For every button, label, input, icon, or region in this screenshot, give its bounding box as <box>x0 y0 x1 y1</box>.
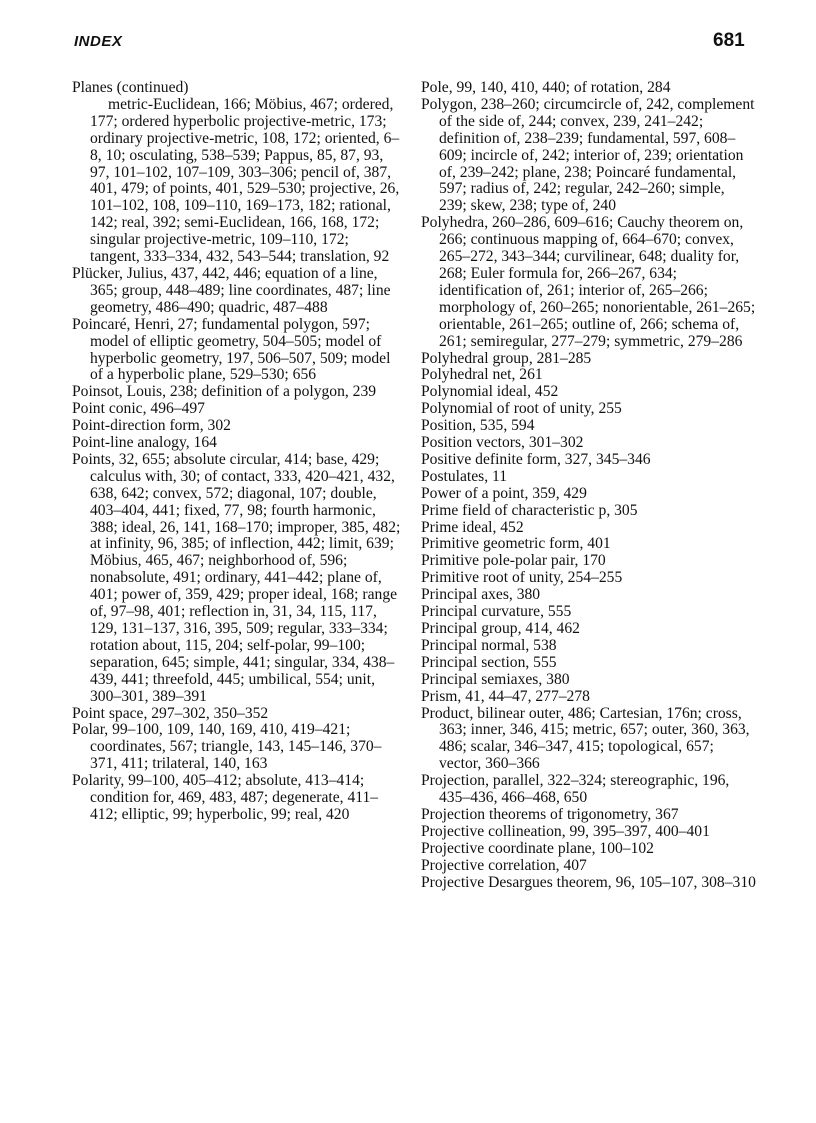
index-column-right <box>421 80 756 892</box>
page-number: 681 <box>713 30 745 51</box>
index-entry: Product, bilinear outer, 486; Cartesian, 176n; cross, 363; inner, 346, 415; metric, 657; outer, 360, 363, 486; scalar, 346–347, 415; topological, 657; vector, 360–366 <box>421 704 750 773</box>
index-entry: Principal normal, 538 <box>421 636 557 654</box>
index-entry: Projective Desargues theorem, 96, 105–107, 308–310 <box>421 873 756 891</box>
index-entry: Planes (continued) metric-Euclidean, 166; Möbius, 467; ordered, 177; ordered hyperbolic projective-metric, 173; ordinary projective-metric, 108, 172; oriented, 6–8, 10; osculating, 538–539; Pappus, 85, 87, 93, 97, 101–102, 107–109, 303–306; pencil of, 387, 401, 479; of points, 401, 529–530; projective, 26, 101–102, 108, 109–110, 169–173, 182; rational, 142; real, 392; semi-Euclidean, 166, 168, 172; singular projective-metric, 109–110, 172; tangent, 333–334, 432, 543–544; translation, 92 <box>72 79 400 266</box>
index-entry: Prime field of characteristic p, 305 <box>421 501 638 519</box>
index-entry: Prism, 41, 44–47, 277–278 <box>421 687 590 705</box>
index-entry: Projection, parallel, 322–324; stereographic, 196, 435–436, 466–468, 650 <box>421 772 730 807</box>
index-entry: Primitive root of unity, 254–255 <box>421 569 623 587</box>
index-entry: Positive definite form, 327, 345–346 <box>421 450 651 468</box>
index-entry: Principal axes, 380 <box>421 586 541 604</box>
index-entry: Point-direction form, 302 <box>72 417 231 435</box>
index-entry: Power of a point, 359, 429 <box>421 484 587 502</box>
index-entry: Polyhedral group, 281–285 <box>421 349 592 367</box>
index-entry: Poinsot, Louis, 238; definition of a polygon, 239 <box>72 383 377 401</box>
index-entry: Projective correlation, 407 <box>421 856 587 874</box>
index-column-left <box>72 80 402 824</box>
index-entry: Projection theorems of trigonometry, 367 <box>421 805 679 823</box>
index-entry: Position, 535, 594 <box>421 417 535 435</box>
index-entry: Polarity, 99–100, 405–412; absolute, 413–414; condition for, 469, 483, 487; degenerate, 411–412; elliptic, 99; hyperbolic, 99; real, 420 <box>72 772 379 823</box>
index-entry: Position vectors, 301–302 <box>421 434 584 452</box>
index-entry: Point space, 297–302, 350–352 <box>72 704 269 722</box>
index-entry: Point conic, 496–497 <box>72 400 205 418</box>
index-entry: Primitive geometric form, 401 <box>421 535 611 553</box>
index-entry: Point-line analogy, 164 <box>72 434 217 452</box>
index-entry: Polyhedra, 260–286, 609–616; Cauchy theorem on, 266; continuous mapping of, 664–670; convex, 265–272, 343–344; curvilinear, 648; duality for, 268; Euler formula for, 266–267, 634; identification of, 261; interior of, 265–266; morphology of, 260–265; nonorientable, 261–265; orientable, 261–265; outline of, 266; schema of, 261; semiregular, 277–279; symmetric, 279–286 <box>421 214 756 350</box>
index-entry: Projective coordinate plane, 100–102 <box>421 839 654 857</box>
index-entry: Points, 32, 655; absolute circular, 414; base, 429; calculus with, 30; of contact, 333, 420–421, 432, 638, 642; convex, 572; diagonal, 107; double, 403–404, 441; fixed, 77, 98; fourth harmonic, 388; ideal, 26, 141, 168–170; improper, 385, 482; at infinity, 96, 385; of inflection, 442; limit, 639; Möbius, 465, 467; neighborhood of, 596; nonabsolute, 491; ordinary, 441–442; plane of, 401; power of, 359, 429; proper ideal, 168; range of, 97–98, 401; reflection in, 31, 34, 115, 117, 129, 131–137, 316, 395, 509; regular, 333–334; rotation about, 115, 204; self-polar, 99–100; separation, 645; simple, 441; singular, 334, 438–439, 441; threefold, 445; umbilical, 554; unit, 300–301, 389–391 <box>72 450 401 705</box>
index-entry: Polyhedral net, 261 <box>421 366 543 384</box>
index-entry: Principal semiaxes, 380 <box>421 670 570 688</box>
index-entry: Polygon, 238–260; circumcircle of, 242, complement of the side of, 244; convex, 239, 241–242; definition of, 238–239; fundamental, 597, 608–609; incircle of, 242; interior of, 239; orientation of, 239–242; plane, 238; Poincaré fundamental, 597; radius of, 242; regular, 242–260; simple, 239; skew, 238; type of, 240 <box>421 95 755 215</box>
index-entry: Projective collineation, 99, 395–397, 400–401 <box>421 822 710 840</box>
index-entry: Pole, 99, 140, 410, 440; of rotation, 284 <box>421 79 671 96</box>
running-head: INDEX <box>74 33 123 50</box>
index-entry: Principal group, 414, 462 <box>421 620 580 637</box>
index-entry: Primitive pole-polar pair, 170 <box>421 552 606 570</box>
index-entry: Polar, 99–100, 109, 140, 169, 410, 419–421; coordinates, 567; triangle, 143, 145–146, 370–371, 411; trilateral, 140, 163 <box>72 721 382 773</box>
index-entry: Prime ideal, 452 <box>421 518 524 536</box>
index-entry: Plücker, Julius, 437, 442, 446; equation of a line, 365; group, 448–489; line coordinates, 487; line geometry, 486–490; quadric, 487–488 <box>72 264 391 316</box>
index-entry: Poincaré, Henri, 27; fundamental polygon, 597; model of elliptic geometry, 504–505; model of hyperbolic geometry, 197, 506–507, 509; model of a hyperbolic plane, 529–530; 656 <box>72 315 391 384</box>
index-entry: Postulates, 11 <box>421 467 508 485</box>
index-entry: Principal curvature, 555 <box>421 603 572 621</box>
index-entry: Polynomial of root of unity, 255 <box>421 400 622 418</box>
index-entry: Principal section, 555 <box>421 653 557 671</box>
index-entry: Polynomial ideal, 452 <box>421 383 559 401</box>
